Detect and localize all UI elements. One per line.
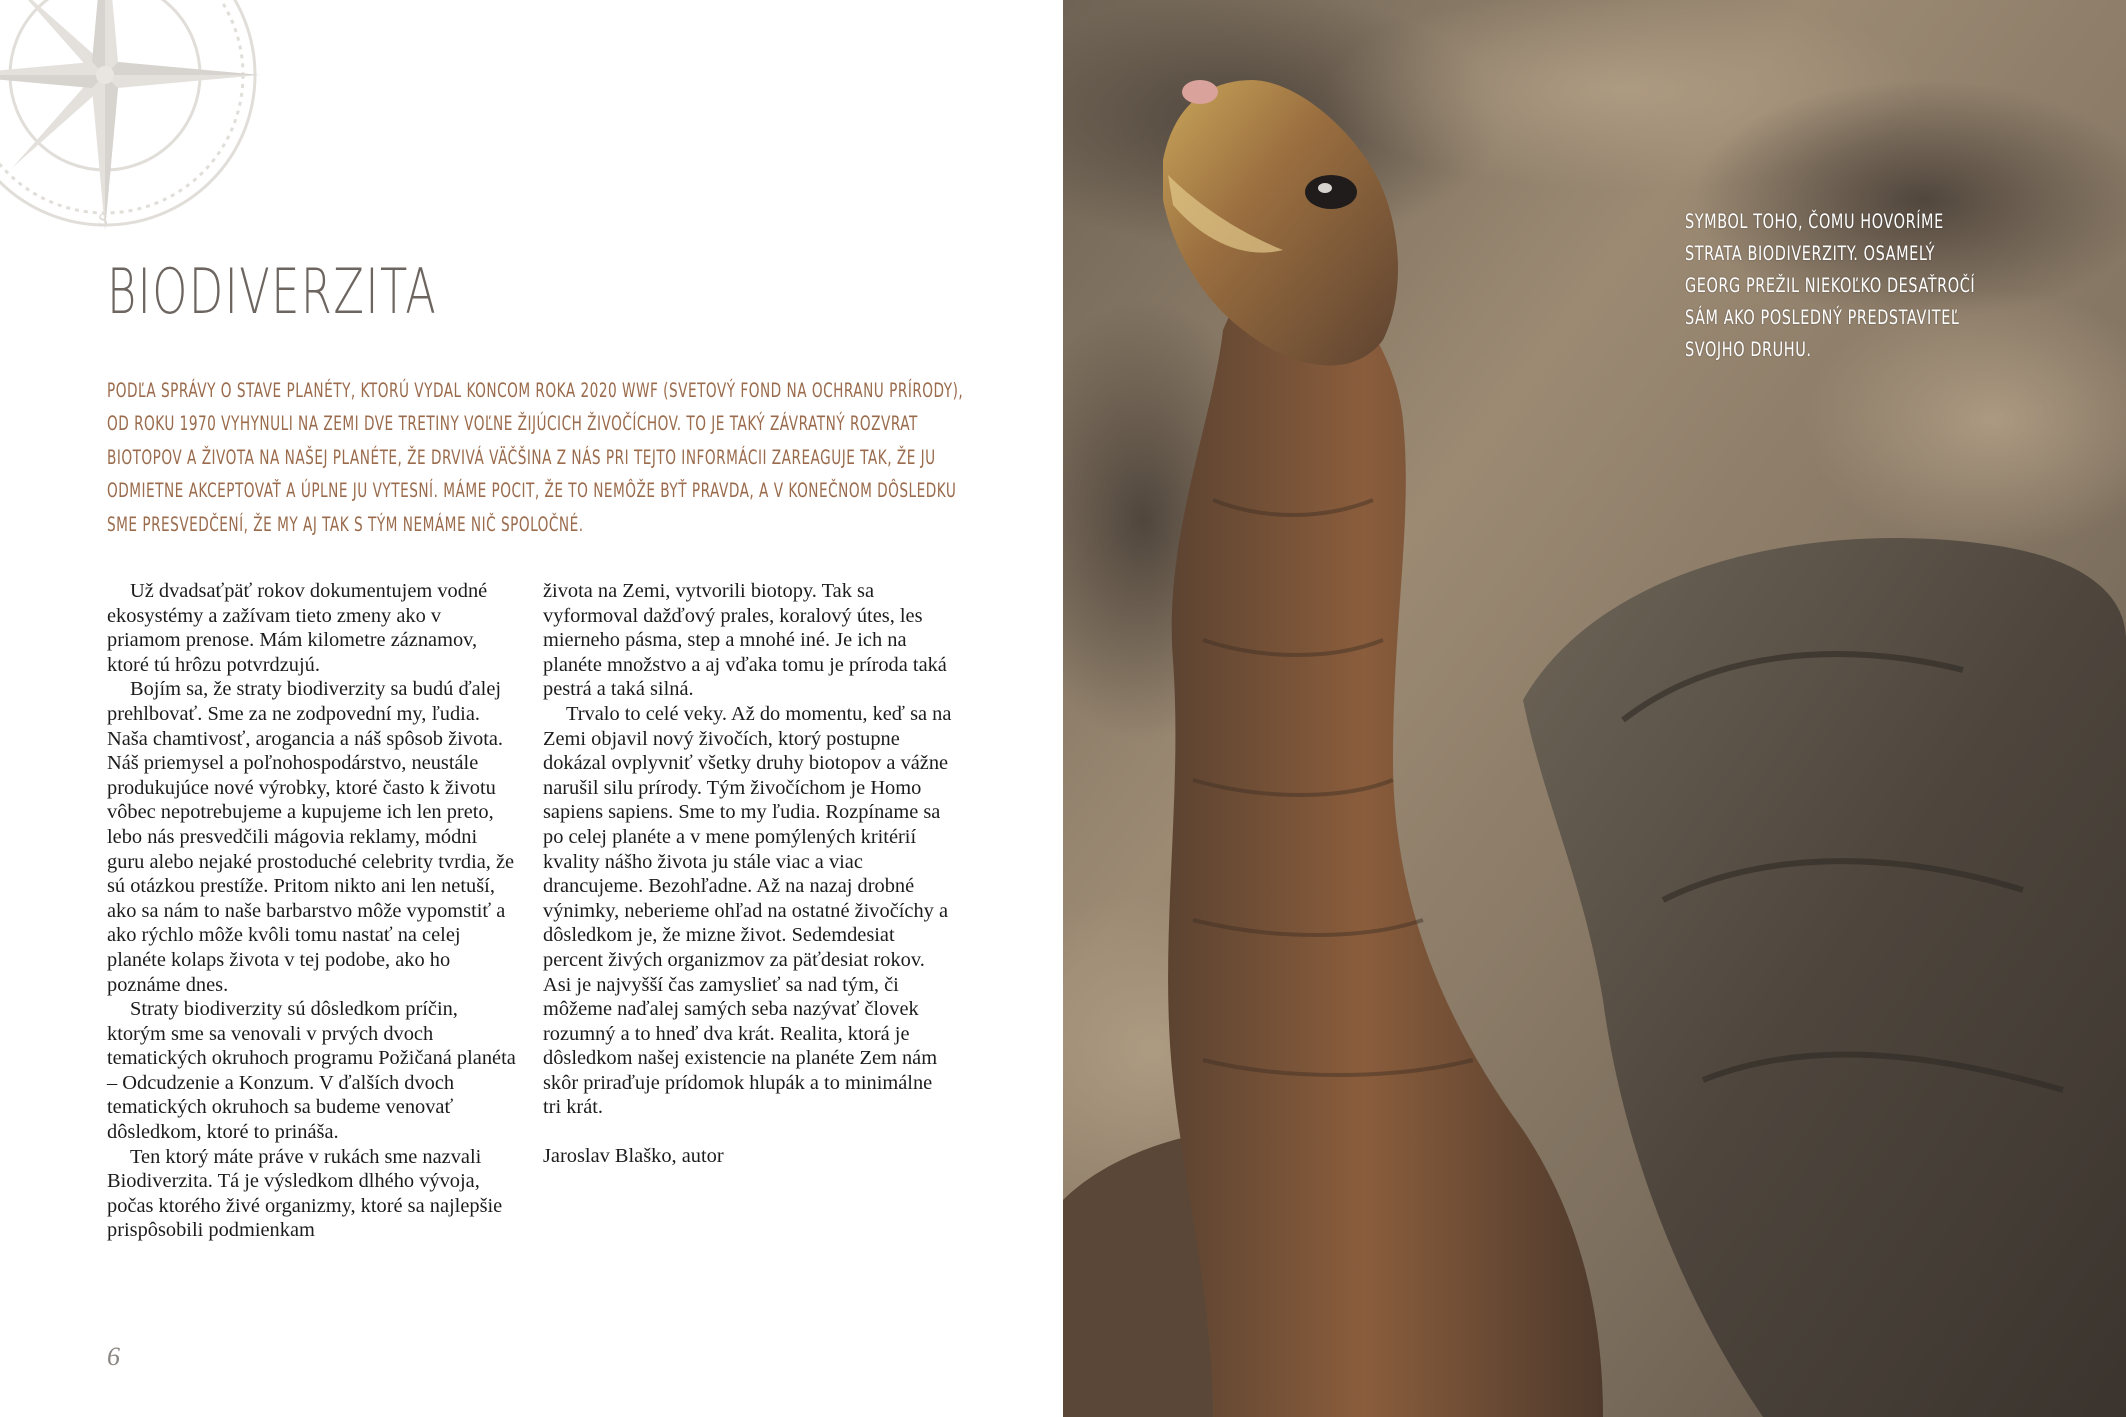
svg-text:S: S	[98, 210, 109, 230]
body-column-2	[543, 579, 955, 1169]
paragraph: života na Zemi, vytvorili biotopy. Tak sa vyformoval dažďový prales, koralový útes, les mierneho pásma, step a mnohé iné. Je ich na planéte množstvo a aj vďaka tomu je príroda taká pestrá a taká silná.	[543, 580, 947, 701]
paragraph: Bojím sa, že straty biodiverzity sa budú ďalej prehlbovať. Sme za ne zodpovední my, ľudia. Naša chamtivosť, arogancia a náš spôsob života. Náš priemysel a poľnohospodárstvo, neustále produkujúce nové výrobky, ktoré často k životu vôbec nepotrebujeme a kupujeme ich len preto, lebo nás presvedčili mágovia reklamy, módni guru alebo nejaké prostoduché celebrity tvrdia, že sú otázkou prestíže. Pritom nikto ani len netuší, ako sa nám to naše barbarstvo môže vypomstiť a ako rýchlo môže kvôli tomu nastať na celej planéte kolaps života v tej podobe, ako ho poznáme dnes.	[107, 678, 515, 996]
paragraph: Ten ktorý máte práve v rukách sme nazvali Biodiverzita. Tá je výsledkom dlhého vývoja, počas ktorého živé organizmy, ktoré sa najlepšie prispôsobili podmienkam	[107, 1145, 503, 1242]
photo-caption: SYMBOL TOHO, ČOMU HOVORÍME STRATA BIODIVERZITY. OSAMELÝ GEORG PREŽIL NIEKOĽKO DESAŤROČÍ SÁM AKO POSLEDNÝ PREDSTAVITEĽ SVOJHO DRUHU.	[1685, 210, 1976, 361]
page-number: 6	[107, 1342, 120, 1371]
paragraph: Straty biodiverzity sú dôsledkom príčin, ktorým sme sa venovali v prvých dvoch tematických okruhoch programu Požičaná planéta – Odcudzenie a Konzum. V ďalších dvoch tematických okruhoch sa budeme venovať dôsledkom, ktoré to prináša.	[107, 998, 516, 1144]
paragraph: Už dvadsaťpäť rokov dokumentujem vodné ekosystémy a zažívam tieto zmeny ako v priamom prenose. Mám kilometre záznamov, ktoré tú hrôzu potvrdzujú.	[107, 580, 488, 676]
lead-paragraph: PODĽA SPRÁVY O STAVE PLANÉTY, KTORÚ VYDAL KONCOM ROKA 2020 WWF (SVETOVÝ FOND NA OCHRANU PRÍRODY), OD ROKU 1970 VYHYNULI NA ZEMI DVE TRETINY VOĽNE ŽIJÚCICH ŽIVOČÍCHOV. TO JE TAKÝ ZÁVRATNÝ ROZVRAT BIOTOPOV A ŽIVOTA NA NAŠEJ PLANÉTE, ŽE DRVIVÁ VÄČŠINA Z NÁS PRI TEJTO INFORMÁCII ZAREAGUJE TAK, ŽE JU ODMIETNE AKCEPTOVAŤ A ÚPLNE JU VYTESNÍ. MÁME POCIT, ŽE TO NEMÔŽE BYŤ PRAVDA, A V KONEČNOM DÔSLEDKU SME PRESVEDČENÍ, ŽE MY AJ TAK S TÝM NEMÁME NIČ SPOLOČNÉ.	[107, 379, 964, 536]
paragraph: Trvalo to celé veky. Až do momentu, keď sa na Zemi objavil nový živočích, ktorý postupne dokázal ovplyvniť všetky druhy biotopov a vážne narušil silu prírody. Tým živočíchom je Homo sapiens sapiens. Sme to my ľudia. Rozpíname sa po celej planéte a v mene pomýlených kritérií kvality nášho života ju stále viac a viac drancujeme. Bezohľadne. Až na nazaj drobné výnimky, neberieme ohľad na ostatné živočíchy a dôsledkom je, že mizne život. Sedemdesiat percent živých organizmov za päťdesiat rokov. Asi je najvyšší čas zamyslieť sa nad tým, či môžeme naďalej samých seba nazývať človek rozumný a to hneď dva krát. Realita, ktorá je dôsledkom našej existencie na planéte Zem nám skôr priraďuje prídomok hlupák a to minimálne tri krát.	[543, 702, 952, 1119]
compass-rose-icon	[0, 0, 270, 240]
page-title: BIODIVERZITA	[107, 255, 438, 328]
body-column-1	[107, 579, 519, 1243]
author-signature: Jaroslav Blaško, autor	[543, 1145, 724, 1168]
